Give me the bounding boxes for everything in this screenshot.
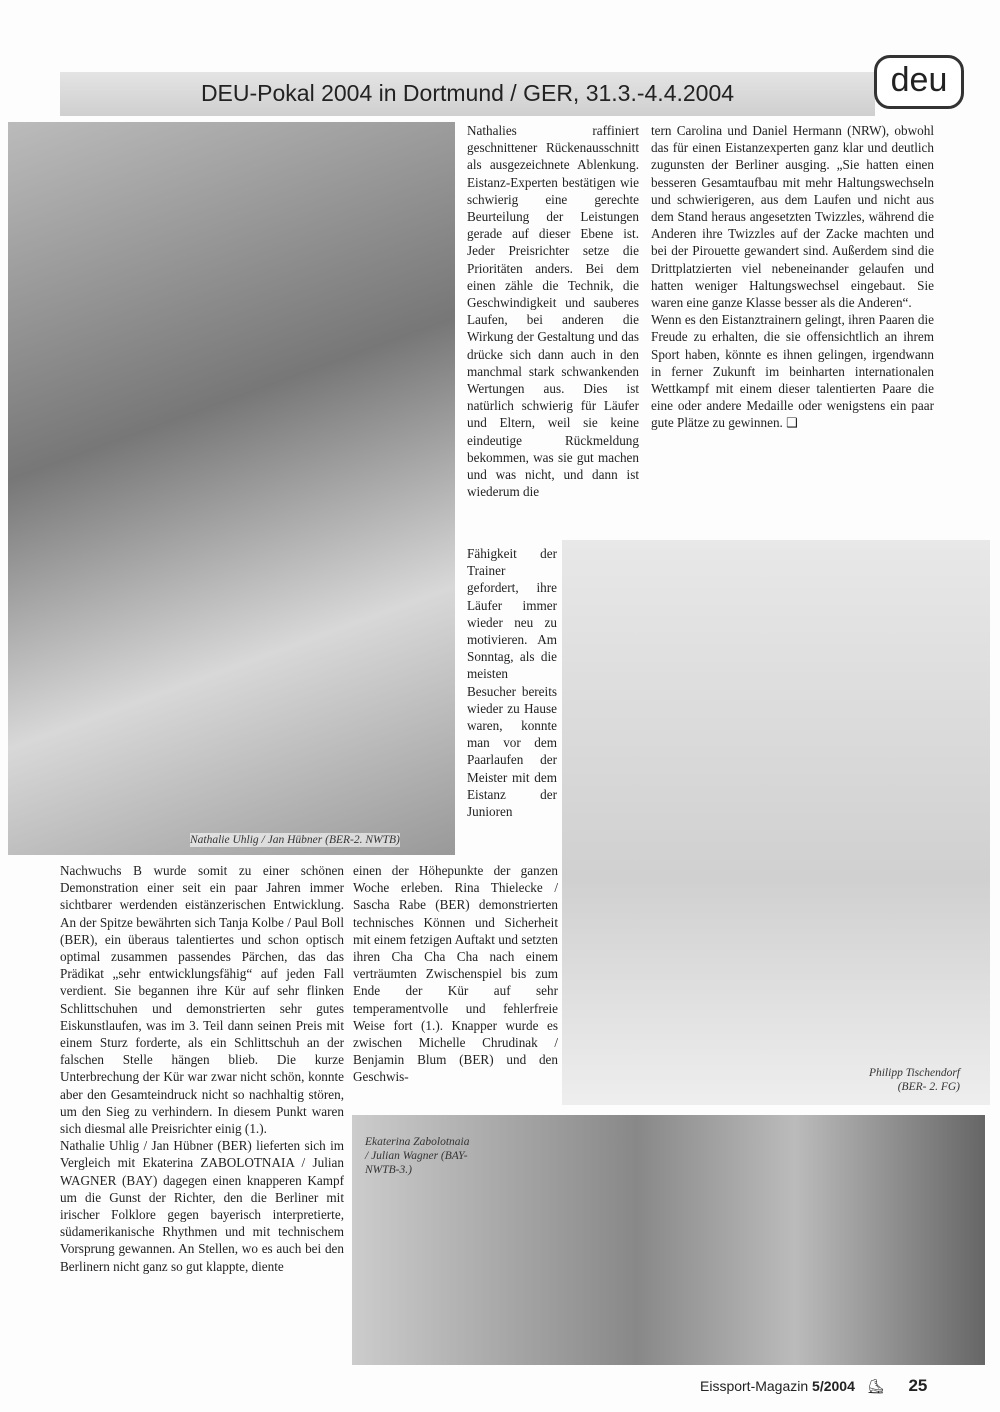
magazine-name: Eissport-Magazin (700, 1378, 809, 1394)
paragraph: Nathalie Uhlig / Jan Hübner (BER) lieferten sich im Vergleich mit Ekaterina ZABOLOTNAIA / Julian WAGNER (BAY) dagegen einen knapperen Kampf um die Gunst der Richter, den die Berliner mit irischer Folklore gegen bayerisch interpretierte, südamerikanische Rhythmen und mit technischem Vorsprung gewannen. An Stellen, wo es auch bei den Berlinern nicht ganz so gut klappte, diente (60, 1138, 344, 1274)
footer (700, 1376, 927, 1396)
skater-logo-icon: ⛸ (866, 1378, 885, 1394)
header-bar (60, 72, 875, 116)
text-middle-bottom (353, 862, 558, 1086)
paragraph: Wenn es den Eistanztrainern gelingt, ihren Paaren die Freude zu erhalten, die sie offensichtlich an ihrem Sport haben, könnte es ihnen gelingen, irgendwann in ferner Zukunft im beinharten internationalen Wettkampf mit einem dieser talentierten Paare die eine oder andere Medaille oder wenigstens ein paar gute Plätze zu gewinnen. ❑ (651, 312, 934, 431)
page-number: 25 (908, 1376, 928, 1395)
photo-ice-dance-pair (8, 122, 455, 855)
text-middle-narrow (467, 545, 557, 820)
text-middle-top (467, 122, 639, 500)
paragraph: einen der Höhepunkte der ganzen Woche erleben. Rina Thielecke / Sascha Rabe (BER) demonstrierten technisches Können und Sicherheit mit einem fetzigen Auftakt und setzten ihren Cha Cha Cha nach einem verträumten Zwischenspiel bis zum Ende der Kür auf sehr temperamentvolle und fehlerfreie Weise fort (1.). Knapper wurde es zwischen Michelle Chrudinak / Benjamin Blum (BER) und den Geschwis- (353, 863, 558, 1085)
paragraph: Fähigkeit der Trainer gefordert, ihre Läufer immer wieder neu zu motivieren. Am Sonntag, als die meisten Besucher bereits wieder zu Hause waren, konnte man vor dem Paarlaufen der Meister mit dem Eistanz der Junioren (467, 546, 557, 820)
paragraph: Nachwuchs B wurde somit zu einer schönen Demonstration einer seit ein paar Jahren immer sichtbarer werdenden eistänzerischen Entwicklung. An der Spitze bewährten sich Tanja Kolbe / Paul Boll (BER), ein überaus talentiertes und schon optisch optimal zusammen passendes Pärchen, das das Prädikat „sehr entwicklungsfähig“ auf jeden Fall verdient. Sie begannen ihre Kür auf sehr flinken Schlittschuhen und demonstrierten sehr gutes Eiskunstlaufen, was im 3. Teil dann seinen Preis mit einem Sturz forderte, als ein Schlittschuh an der falschen Stelle hängen blieb. Die kurze Unterbrechung der Kür war zwar nicht schön, konnte aber den Gesamteindruck nicht so nachhaltig stören, um den Sieg zu verhindern. In diesem Punkt waren sich diesmal alle Preisrichter einig (1.). (60, 863, 344, 1137)
page-title: DEU-Pokal 2004 in Dortmund / GER, 31.3.-4.4.2004 (200, 80, 735, 106)
text-right (651, 122, 934, 432)
caption-bottom-photo: Ekaterina Zabolotnaia / Julian Wagner (BAY-NWTB-3.) (365, 1136, 470, 1176)
caption-top-photo: Nathalie Uhlig / Jan Hübner (BER-2. NWTB) (190, 834, 400, 846)
paragraph: Nathalies raffiniert geschnittener Rückenausschnitt als ausgezeichnete Ablenkung. Eistanz-Experten bestätigen wie schwierig eine gerechte Beurteilung der Leistungen gerade auf dieser Ebene ist. Jeder Preisrichter setze die Prioritäten anders. Bei dem einen zähle die Technik, die Geschwindigkeit und sauberes Laufen, bei anderen die Wirkung der Gestaltung und das drücke sich dann auch in den manchmal stark schwankenden Wertungen aus. Dies ist natürlich schwierig für Läufer und Eltern, weil sie keine eindeutige Rückmeldung bekommen, was sie gut machen und was nicht, und dann ist wiederum die (467, 123, 639, 500)
caption-right-photo: Philipp Tischendorf (BER- 2. FG) (868, 1067, 960, 1093)
issue-number: 5/2004 (812, 1378, 855, 1394)
text-left-bottom (60, 862, 344, 1275)
photo-solo-skater (562, 540, 990, 1105)
paragraph: tern Carolina und Daniel Hermann (NRW), obwohl das für einen Eistanzexperten ganz klar und deutlich zugunsten der Berliner ausging. „Sie hatten einen besseren Gesamtaufbau mit mehr Haltungswechseln und schwierigeren, aus dem Laufen und nicht aus dem Stand heraus angesetzten Twizzles, während die Anderen ihre Twizzles auf der Zacke machten und bei der Pirouette gewandert sind. Außerdem sind die Drittplatzierten viel nebeneinander gelaufen und hatten weniger Haltungswechsel eingebaut. Sie waren eine ganze Klasse besser als die Anderen“. (651, 123, 934, 311)
deu-logo: deu (874, 55, 964, 109)
